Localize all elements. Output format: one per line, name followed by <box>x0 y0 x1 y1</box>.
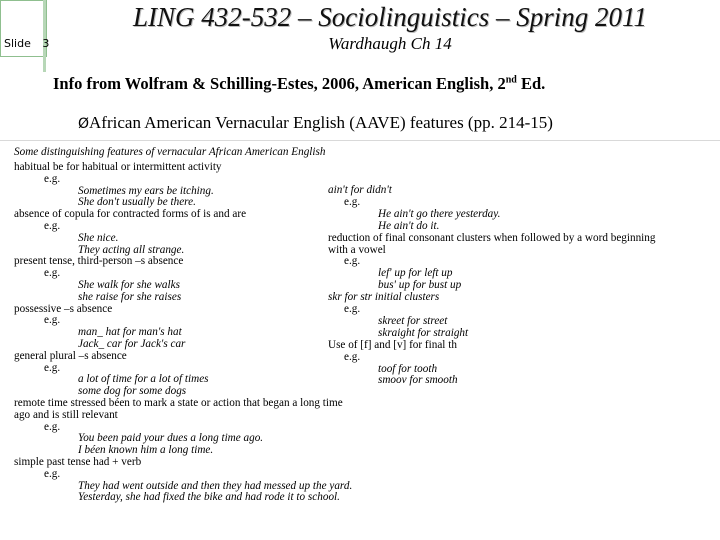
scan-line: She nice. <box>78 231 119 244</box>
source-end: Ed. <box>516 74 546 93</box>
scan-line: present tense, third-person –s absence <box>14 255 184 268</box>
scan-line: e.g. <box>44 314 61 327</box>
source-text: Info from Wolfram & Schilling-Estes, 2006, American English, 2 <box>53 74 506 93</box>
scan-line: remote time stressed béen to mark a state or action that began a long time <box>14 397 343 409</box>
scan-line: some dog for some dogs <box>78 385 187 398</box>
scan-line: They acting all strange. <box>78 243 185 256</box>
scan-line: toof for tooth <box>378 362 438 375</box>
scan-line: bus' up for bust up <box>378 279 462 292</box>
scan-line: e.g. <box>44 172 61 185</box>
scan-line: absence of copula for contracted forms of is and are <box>14 208 247 221</box>
scan-line: e.g. <box>44 420 61 433</box>
scan-line: She don't usually be there. <box>78 196 196 209</box>
scanned-feature-list <box>0 141 720 511</box>
scan-line: e.g. <box>344 350 361 363</box>
scan-line: Sometimes my ears be itching. <box>78 184 214 197</box>
scan-line: They had went outside and then they had messed up the yard. <box>78 479 353 492</box>
scan-line: skraight for straight <box>378 326 469 339</box>
slide-label: Slide <box>4 37 31 50</box>
source-superscript: nd <box>505 74 517 86</box>
scan-heading: Some distinguishing features of vernacular African American English <box>14 146 326 158</box>
bullet-text: African American Vernacular English (AAVE) features (pp. 214-15) <box>89 113 553 132</box>
scan-line: lef' up for left up <box>378 267 453 280</box>
scan-line: habitual be for habitual or intermittent activity <box>14 161 222 173</box>
scan-line: man_ hat for man's hat <box>78 326 182 339</box>
scan-line: e.g. <box>44 267 61 280</box>
slide-number-value: 3 <box>42 37 50 50</box>
scan-line: e.g. <box>344 195 361 208</box>
bullet-item <box>78 113 553 133</box>
scan-line: a lot of time for a lot of times <box>78 373 209 386</box>
scan-line: she raise for she raises <box>78 290 182 303</box>
slide-title: LING 432-532 – Sociolinguistics – Spring 2011 <box>132 2 647 32</box>
scan-line: He ain't go there yesterday. <box>378 207 501 220</box>
scan-line: You been paid your dues a long time ago. <box>78 432 264 445</box>
scan-line: e.g. <box>44 361 61 374</box>
scan-line: smoov for smooth <box>378 374 458 387</box>
scan-line: reduction of final consonant clusters when followed by a word beginning <box>328 231 656 244</box>
scan-line: e.g. <box>44 220 61 232</box>
scan-line: general plural –s absence <box>14 349 127 362</box>
scan-line: simple past tense had + verb <box>14 456 142 468</box>
source-line <box>53 74 545 94</box>
slide-number <box>4 37 49 50</box>
scan-line: I béen known him a long time. <box>78 444 214 457</box>
scan-line: ago and is still relevant <box>14 408 118 421</box>
scan-line: Yesterday, she had fixed the bike and had rode it to school. <box>78 491 340 504</box>
scan-line: He ain't do it. <box>378 219 440 232</box>
scan-line: possessive –s absence <box>14 302 113 315</box>
scan-line: skreet for street <box>378 314 448 327</box>
scan-line: e.g. <box>344 303 361 315</box>
scan-line: e.g. <box>44 467 61 480</box>
arrow-bullet-icon: Ø <box>78 116 90 132</box>
scan-line: skr for str initial clusters <box>328 291 440 304</box>
title-rule <box>43 0 46 72</box>
scan-line: ain't for didn't <box>328 184 392 196</box>
scan-line: Use of [f] and [v] for final th <box>328 338 457 351</box>
slide-subtitle: Wardhaugh Ch 14 <box>328 34 452 53</box>
scan-line: with a vowel <box>328 243 386 256</box>
scan-line: e.g. <box>344 255 361 268</box>
scan-line: She walk for she walks <box>78 279 180 291</box>
scan-line: Jack_ car for Jack's car <box>78 338 186 350</box>
